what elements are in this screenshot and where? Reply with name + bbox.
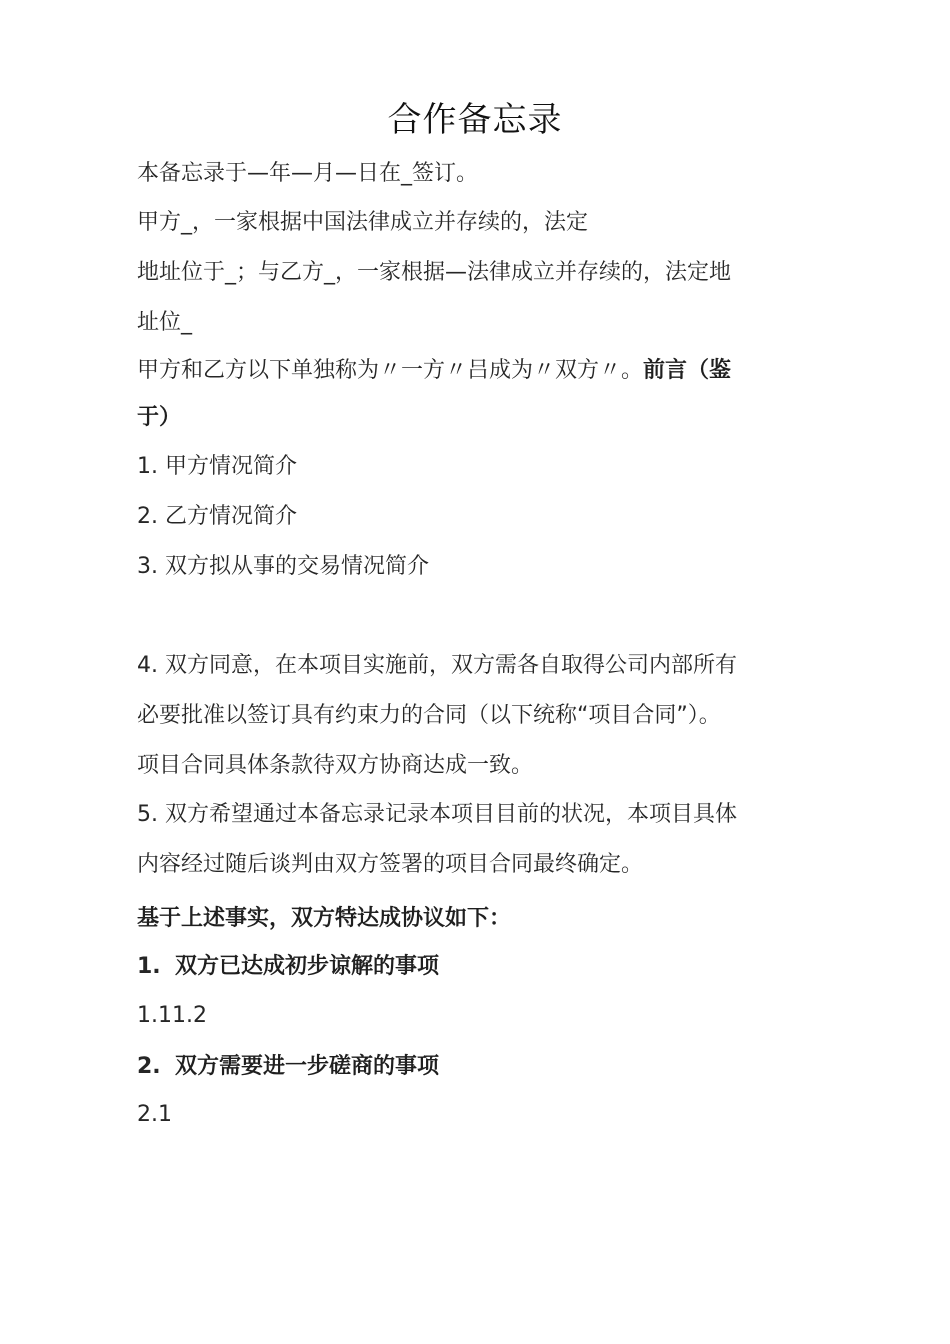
clause-4-line-3: 项目合同具体条款待双方协商达成一致。 [137, 753, 534, 778]
document-title: 合作备忘录 [387, 100, 563, 140]
party-b-line: 地址位于_；与乙方_，一家根据—法律成立并存续的，法定地 [137, 260, 732, 285]
parties-definition-line [137, 354, 731, 388]
section-1-subitems: 1.11.2 [137, 1003, 207, 1028]
clause-4-line-1: 4. 双方同意，在本项目实施前，双方需各自取得公司内部所有 [137, 653, 737, 678]
party-a-line: 甲方_，一家根据中国法律成立并存续的，法定 [137, 210, 589, 235]
clause-5-line-2: 内容经过随后谈判由双方签署的项目合同最终确定。 [137, 852, 644, 877]
signing-date-line: 本备忘录于—年—月—日在_签订。 [137, 161, 479, 186]
preamble-heading-cont: 于） [137, 405, 182, 430]
section-2-heading [137, 1050, 439, 1084]
clause-5-line-1: 5. 双方希望通过本备忘录记录本项目目前的状况，本项目具体 [137, 802, 737, 827]
section-1-heading [137, 950, 439, 984]
agreement-heading: 基于上述事实，双方特达成协议如下： [137, 906, 512, 931]
section-1-number: 1. [137, 954, 161, 979]
list-item-party-b-intro: 2. 乙方情况简介 [137, 504, 297, 529]
section-2-number: 2. [137, 1054, 161, 1079]
parties-definition-text: 甲方和乙方以下单独称为〃一方〃吕成为〃双方〃。 [137, 358, 644, 383]
list-item-party-a-intro: 1. 甲方情况简介 [137, 454, 297, 479]
list-item-transaction-intro: 3. 双方拟从事的交易情况简介 [137, 554, 429, 579]
section-1-title: 双方已达成初步谅解的事项 [175, 954, 440, 979]
party-b-address-line: 址位_ [137, 310, 193, 335]
section-2-title: 双方需要进一步磋商的事项 [175, 1054, 440, 1079]
clause-4-line-2: 必要批准以签订具有约束力的合同（以下统称“项目合同”）。 [137, 703, 721, 728]
section-2-subitems: 2.1 [137, 1102, 172, 1127]
preamble-heading: 前言（鉴 [643, 358, 732, 383]
